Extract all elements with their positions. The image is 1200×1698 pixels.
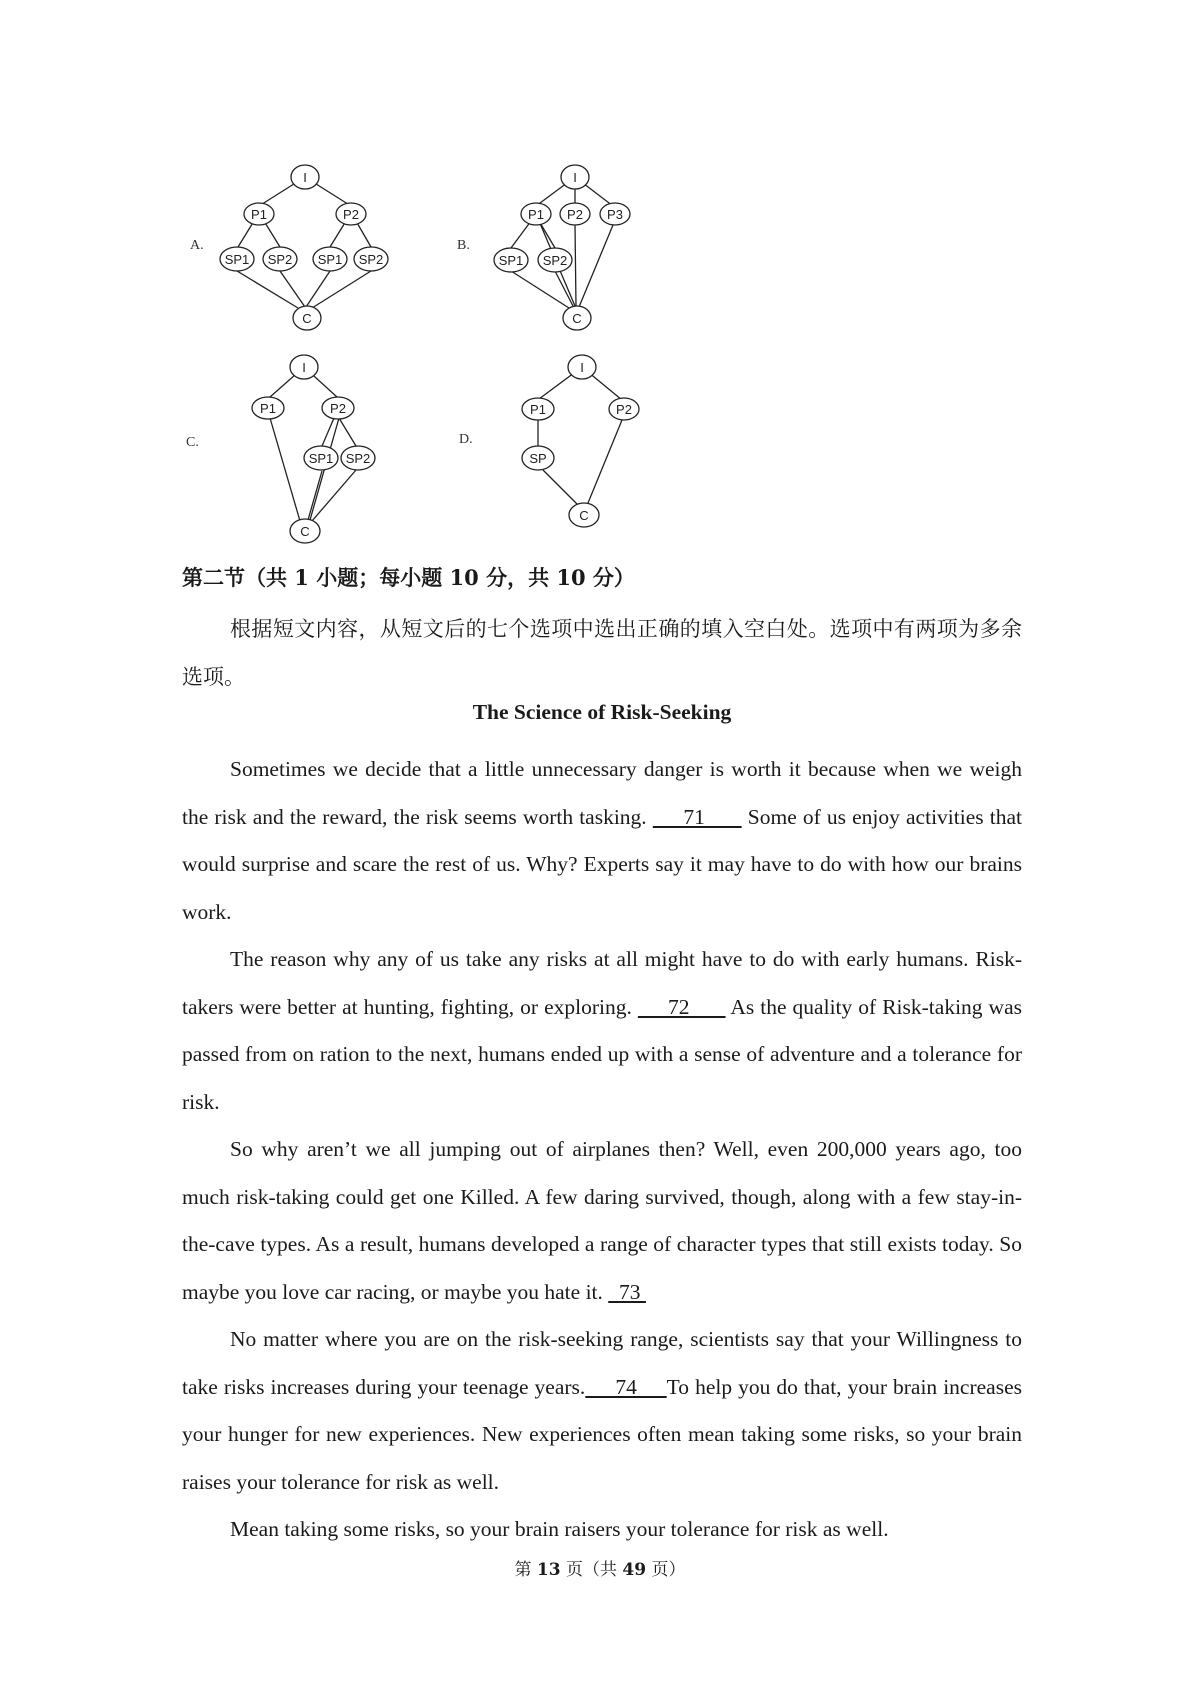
svg-text:C: C — [579, 508, 589, 523]
node-sp1 — [494, 248, 528, 272]
diagram-d — [500, 346, 660, 536]
node-c — [293, 306, 321, 330]
node-p1 — [244, 203, 274, 225]
node-i — [290, 355, 318, 379]
svg-text:P1: P1 — [260, 401, 276, 416]
paragraph-1 — [182, 746, 1022, 936]
blank-74: 74 — [585, 1374, 667, 1399]
footer-mid: 页（共 — [560, 1560, 623, 1580]
node-p2 — [609, 398, 639, 420]
node-p1 — [521, 203, 551, 225]
svg-text:P1: P1 — [251, 207, 267, 222]
svg-text:C: C — [300, 524, 310, 539]
svg-text:P3: P3 — [607, 207, 623, 222]
svg-text:SP2: SP2 — [358, 252, 384, 267]
node-sp — [522, 446, 554, 470]
svg-text:C: C — [572, 311, 582, 326]
svg-text:SP: SP — [529, 451, 547, 466]
svg-text:SP1: SP1 — [498, 253, 524, 268]
svg-text:P1: P1 — [530, 402, 546, 417]
diagram-c-svg — [240, 346, 400, 546]
diagram-a — [215, 158, 395, 333]
blank-72: 72 — [637, 994, 726, 1019]
svg-text:P1: P1 — [528, 207, 544, 222]
svg-text:SP1: SP1 — [224, 252, 250, 267]
option-letter-b: B. — [457, 238, 470, 253]
node-p2 — [336, 203, 366, 225]
node-i — [568, 355, 596, 379]
node-c — [563, 306, 591, 330]
footer-prefix: 第 — [514, 1560, 537, 1580]
passage-title: The Science of Risk-Seeking — [472, 700, 732, 724]
node-c — [290, 519, 320, 543]
svg-text:P2: P2 — [330, 401, 346, 416]
svg-text:SP1: SP1 — [308, 451, 334, 466]
diagram-b-svg — [485, 158, 645, 333]
paragraph-2-text-b: As the quality of Risk-taking was passed from on ration to the next, humans ended up with a sense of adventure and a tolerance for risk. — [182, 994, 1022, 1114]
diagram-b — [485, 158, 645, 333]
option-letter-a: A. — [190, 238, 204, 253]
paragraph-4-text-b: To help you do that, your brain increases your hunger for new experiences. New experiences often mean taking some risks, so your brain raises your tolerance for risk as well. — [182, 1374, 1022, 1494]
paragraph-3-text-a: So why aren’t we all jumping out of airplanes then? Well, even 200,000 years ago, too much risk-taking could get one Killed. A few daring survived, though, along with a few stay-in-the-cave types. As a result, humans developed a range of character types that still exists today. So maybe you love car racing, or maybe you hate it. — [182, 1137, 1022, 1304]
svg-text:C: C — [302, 311, 312, 326]
paragraph-5: Mean taking some risks, so your brain raisers your tolerance for risk as well. — [230, 1517, 889, 1541]
page-total: 49 — [622, 1560, 647, 1580]
svg-text:I: I — [302, 360, 306, 375]
svg-text:I: I — [303, 170, 307, 185]
svg-text:I: I — [573, 170, 577, 185]
node-sp1-b — [313, 247, 347, 271]
node-p2 — [322, 397, 354, 419]
node-sp1 — [304, 446, 338, 470]
node-c — [569, 503, 599, 527]
svg-text:P2: P2 — [567, 207, 583, 222]
node-sp2 — [538, 248, 572, 272]
svg-text:P2: P2 — [616, 402, 632, 417]
svg-text:P2: P2 — [343, 207, 359, 222]
paragraph-1-text-b: Some of us enjoy activities that would surprise and scare the rest of us. Why? Experts say it may have to do with how our brains work. — [182, 804, 1022, 924]
option-letter-c: C. — [186, 435, 199, 450]
node-sp1-a — [220, 247, 254, 271]
node-sp2-a — [263, 247, 297, 271]
blank-73: 73 — [608, 1279, 646, 1304]
node-i — [561, 165, 589, 189]
option-letter-d: D. — [459, 432, 473, 447]
svg-text:SP1: SP1 — [317, 252, 343, 267]
page-number: 13 — [536, 1560, 561, 1580]
paragraph-2-text-a: The reason why any of us take any risks at all might have to do with early humans. Risk-takers were better at hunting, fighting, or exploring. — [182, 947, 1022, 1019]
paragraph-3 — [182, 1126, 1022, 1316]
node-sp2-b — [354, 247, 388, 271]
paragraph-2 — [182, 936, 1022, 1126]
blank-71: 71 — [652, 804, 742, 829]
paragraph-4-text-a: No matter where you are on the risk-seeking range, scientists say that your Willingness to take risks increases during your teenage years. — [182, 1327, 1022, 1399]
node-p2 — [560, 203, 590, 225]
svg-text:SP2: SP2 — [345, 451, 371, 466]
svg-text:SP2: SP2 — [542, 253, 568, 268]
node-p1 — [252, 397, 284, 419]
diagram-d-svg — [500, 346, 660, 536]
paragraph-1-text-a: Sometimes we decide that a little unnecessary danger is worth it because when we weigh the risk and the reward, the risk seems worth tasking. — [182, 757, 1022, 829]
footer-suffix: 页） — [646, 1560, 686, 1580]
paragraph-4 — [182, 1316, 1022, 1506]
node-sp2 — [341, 446, 375, 470]
diagram-a-svg — [215, 158, 395, 333]
node-i — [291, 165, 319, 189]
diagram-c — [240, 346, 400, 546]
node-p3 — [600, 203, 630, 225]
svg-text:SP2: SP2 — [267, 252, 293, 267]
section-heading: 第二节（共 1 小题；每小题 10 分，共 10 分） — [182, 565, 635, 590]
svg-text:I: I — [580, 360, 584, 375]
page-footer — [0, 1555, 1200, 1580]
node-p1 — [522, 398, 554, 420]
section-instructions: 根据短文内容，从短文后的七个选项中选出正确的填入空白处。选项中有两项为多余选项。 — [182, 617, 1022, 689]
